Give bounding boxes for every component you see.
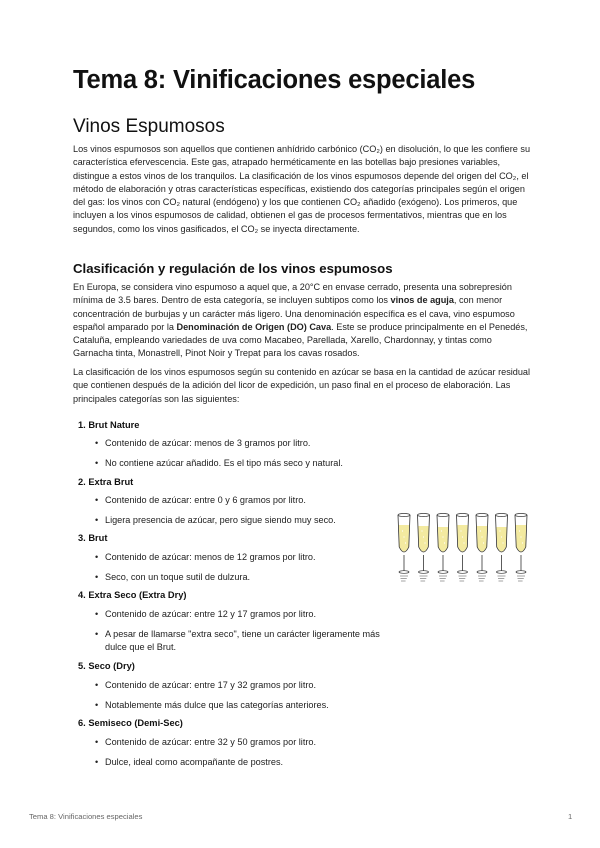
list-item xyxy=(95,551,385,564)
list-item xyxy=(95,679,395,692)
category-label: 2. Extra Brut xyxy=(78,477,134,487)
champagne-flute-icon xyxy=(457,514,469,582)
page-number: 1 xyxy=(568,812,573,821)
champagne-flute-icon xyxy=(398,514,410,582)
subsection-title: Clasificación y regulación de los vinos espumosos xyxy=(73,261,393,276)
list-item xyxy=(95,571,385,584)
bullet-marker: • xyxy=(95,495,99,505)
bullet-marker: • xyxy=(95,609,99,619)
list-item-text: Contenido de azúcar: entre 0 y 6 gramos por litro. xyxy=(105,495,306,505)
category-label: 3. Brut xyxy=(78,533,108,543)
champagne-flute-icon xyxy=(437,514,449,582)
category-label: 1. Brut Nature xyxy=(78,420,140,430)
page-title: Tema 8: Vinificaciones especiales xyxy=(73,66,476,94)
regulation-paragraph xyxy=(73,281,531,361)
regulation-bold-do-cava: Denominación de Origen (DO) Cava xyxy=(176,321,332,332)
bullet-marker: • xyxy=(95,515,99,525)
category-label: 5. Seco (Dry) xyxy=(78,661,135,671)
list-item xyxy=(95,514,385,527)
list-item xyxy=(95,699,395,712)
list-item-text: Contenido de azúcar: menos de 12 gramos por litro. xyxy=(105,552,316,562)
bullet-marker: • xyxy=(95,757,99,767)
list-item xyxy=(95,628,385,655)
champagne-glasses-illustration xyxy=(397,511,533,585)
list-item xyxy=(95,608,385,621)
category-label: 6. Semiseco (Demi-Sec) xyxy=(78,718,183,728)
list-item-text: Contenido de azúcar: entre 12 y 17 gramos por litro. xyxy=(105,609,317,619)
list-item xyxy=(95,437,395,450)
regulation-text-1: En Europa, se considera vino espumoso a aquel que, a 20°C en envase cerrado, presenta una sobrepresión mínima de 3.5 bares. Dentro de esta categoría, se incluyen subtipos como los xyxy=(73,282,512,306)
section-title: Vinos Espumosos xyxy=(73,116,225,137)
list-item-text: Contenido de azúcar: entre 17 y 32 gramos por litro. xyxy=(105,680,317,690)
list-item xyxy=(95,457,395,470)
list-item-text: Seco, con un toque sutil de dulzura. xyxy=(105,572,251,582)
regulation-text-3: . Este se produce principalmente en el Penedés, Cataluña, empleando variedades de uva como Macabeo, Parellada, Xarello, Chardonnay, y tintas como Garnacha tinta, Monastrell, Pinot Noir y Trepat para los cavas rosados. xyxy=(73,321,528,359)
sugar-classification-paragraph: La clasificación de los vinos espumosos según su contenido en azúcar se basa en la cantidad de azúcar residual que contienen después de la adición del licor de expedición, un paso final en el proceso de elaboración. Las principales categorías son las siguientes: xyxy=(73,367,531,404)
bullet-marker: • xyxy=(95,737,99,747)
list-item-text: Notablemente más dulce que las categorías anteriores. xyxy=(105,700,329,710)
champagne-flute-icon xyxy=(496,514,508,582)
list-item-text: Contenido de azúcar: entre 32 y 50 gramos por litro. xyxy=(105,737,317,747)
bullet-marker: • xyxy=(95,458,99,468)
list-item xyxy=(95,494,385,507)
bullet-marker: • xyxy=(95,680,99,690)
champagne-flute-icon xyxy=(476,514,488,582)
list-item-text: No contiene azúcar añadido. Es el tipo más seco y natural. xyxy=(105,458,343,468)
category-label: 4. Extra Seco (Extra Dry) xyxy=(78,590,187,600)
bullet-marker: • xyxy=(95,552,99,562)
bullet-marker: • xyxy=(95,629,99,639)
list-item-text: A pesar de llamarse "extra seco", tiene un carácter ligeramente más dulce que el Brut. xyxy=(105,629,380,653)
regulation-text-2: , con menor concentración de burbujas y un carácter más ligero. Una denominación específica es el cava, vino espumoso español amparado por la xyxy=(73,295,515,332)
bullet-marker: • xyxy=(95,438,99,448)
champagne-flute-icon xyxy=(418,514,430,582)
list-item-text: Dulce, ideal como acompañante de postres. xyxy=(105,757,284,767)
intro-paragraph: Los vinos espumosos son aquellos que contienen anhídrido carbónico (CO₂) en disolución, lo que les confiere su característica efervescencia. Este gas, atrapado herméticamente en las botellas bajo presiones variables, distingue a estos vinos de los tranquilos. La clasificación de los vinos espumosos depende del origen del CO₂, el método de elaboración y otras características específicas, existiendo dos categorías principales según el origen del gas: los vinos con CO₂ natural (endógeno) y los que contienen CO₂ añadido (exógeno). Los primeros, que incluyen a los vinos espumosos de calidad, obtienen el gas de procesos fermentativos, mientras que en los segundos, como los vinos gasificados, el CO₂ se inyecta directamente. xyxy=(73,144,531,234)
regulation-bold-vinos-aguja: vinos de aguja xyxy=(390,295,454,306)
footer-title: Tema 8: Vinificaciones especiales xyxy=(29,812,143,821)
bullet-marker: • xyxy=(95,700,99,710)
list-item xyxy=(95,756,395,769)
list-item-text: Contenido de azúcar: menos de 3 gramos por litro. xyxy=(105,438,311,448)
list-item-text: Ligera presencia de azúcar, pero sigue siendo muy seco. xyxy=(105,515,336,525)
bullet-marker: • xyxy=(95,572,99,582)
list-item xyxy=(95,736,395,749)
champagne-flute-icon xyxy=(515,514,527,582)
